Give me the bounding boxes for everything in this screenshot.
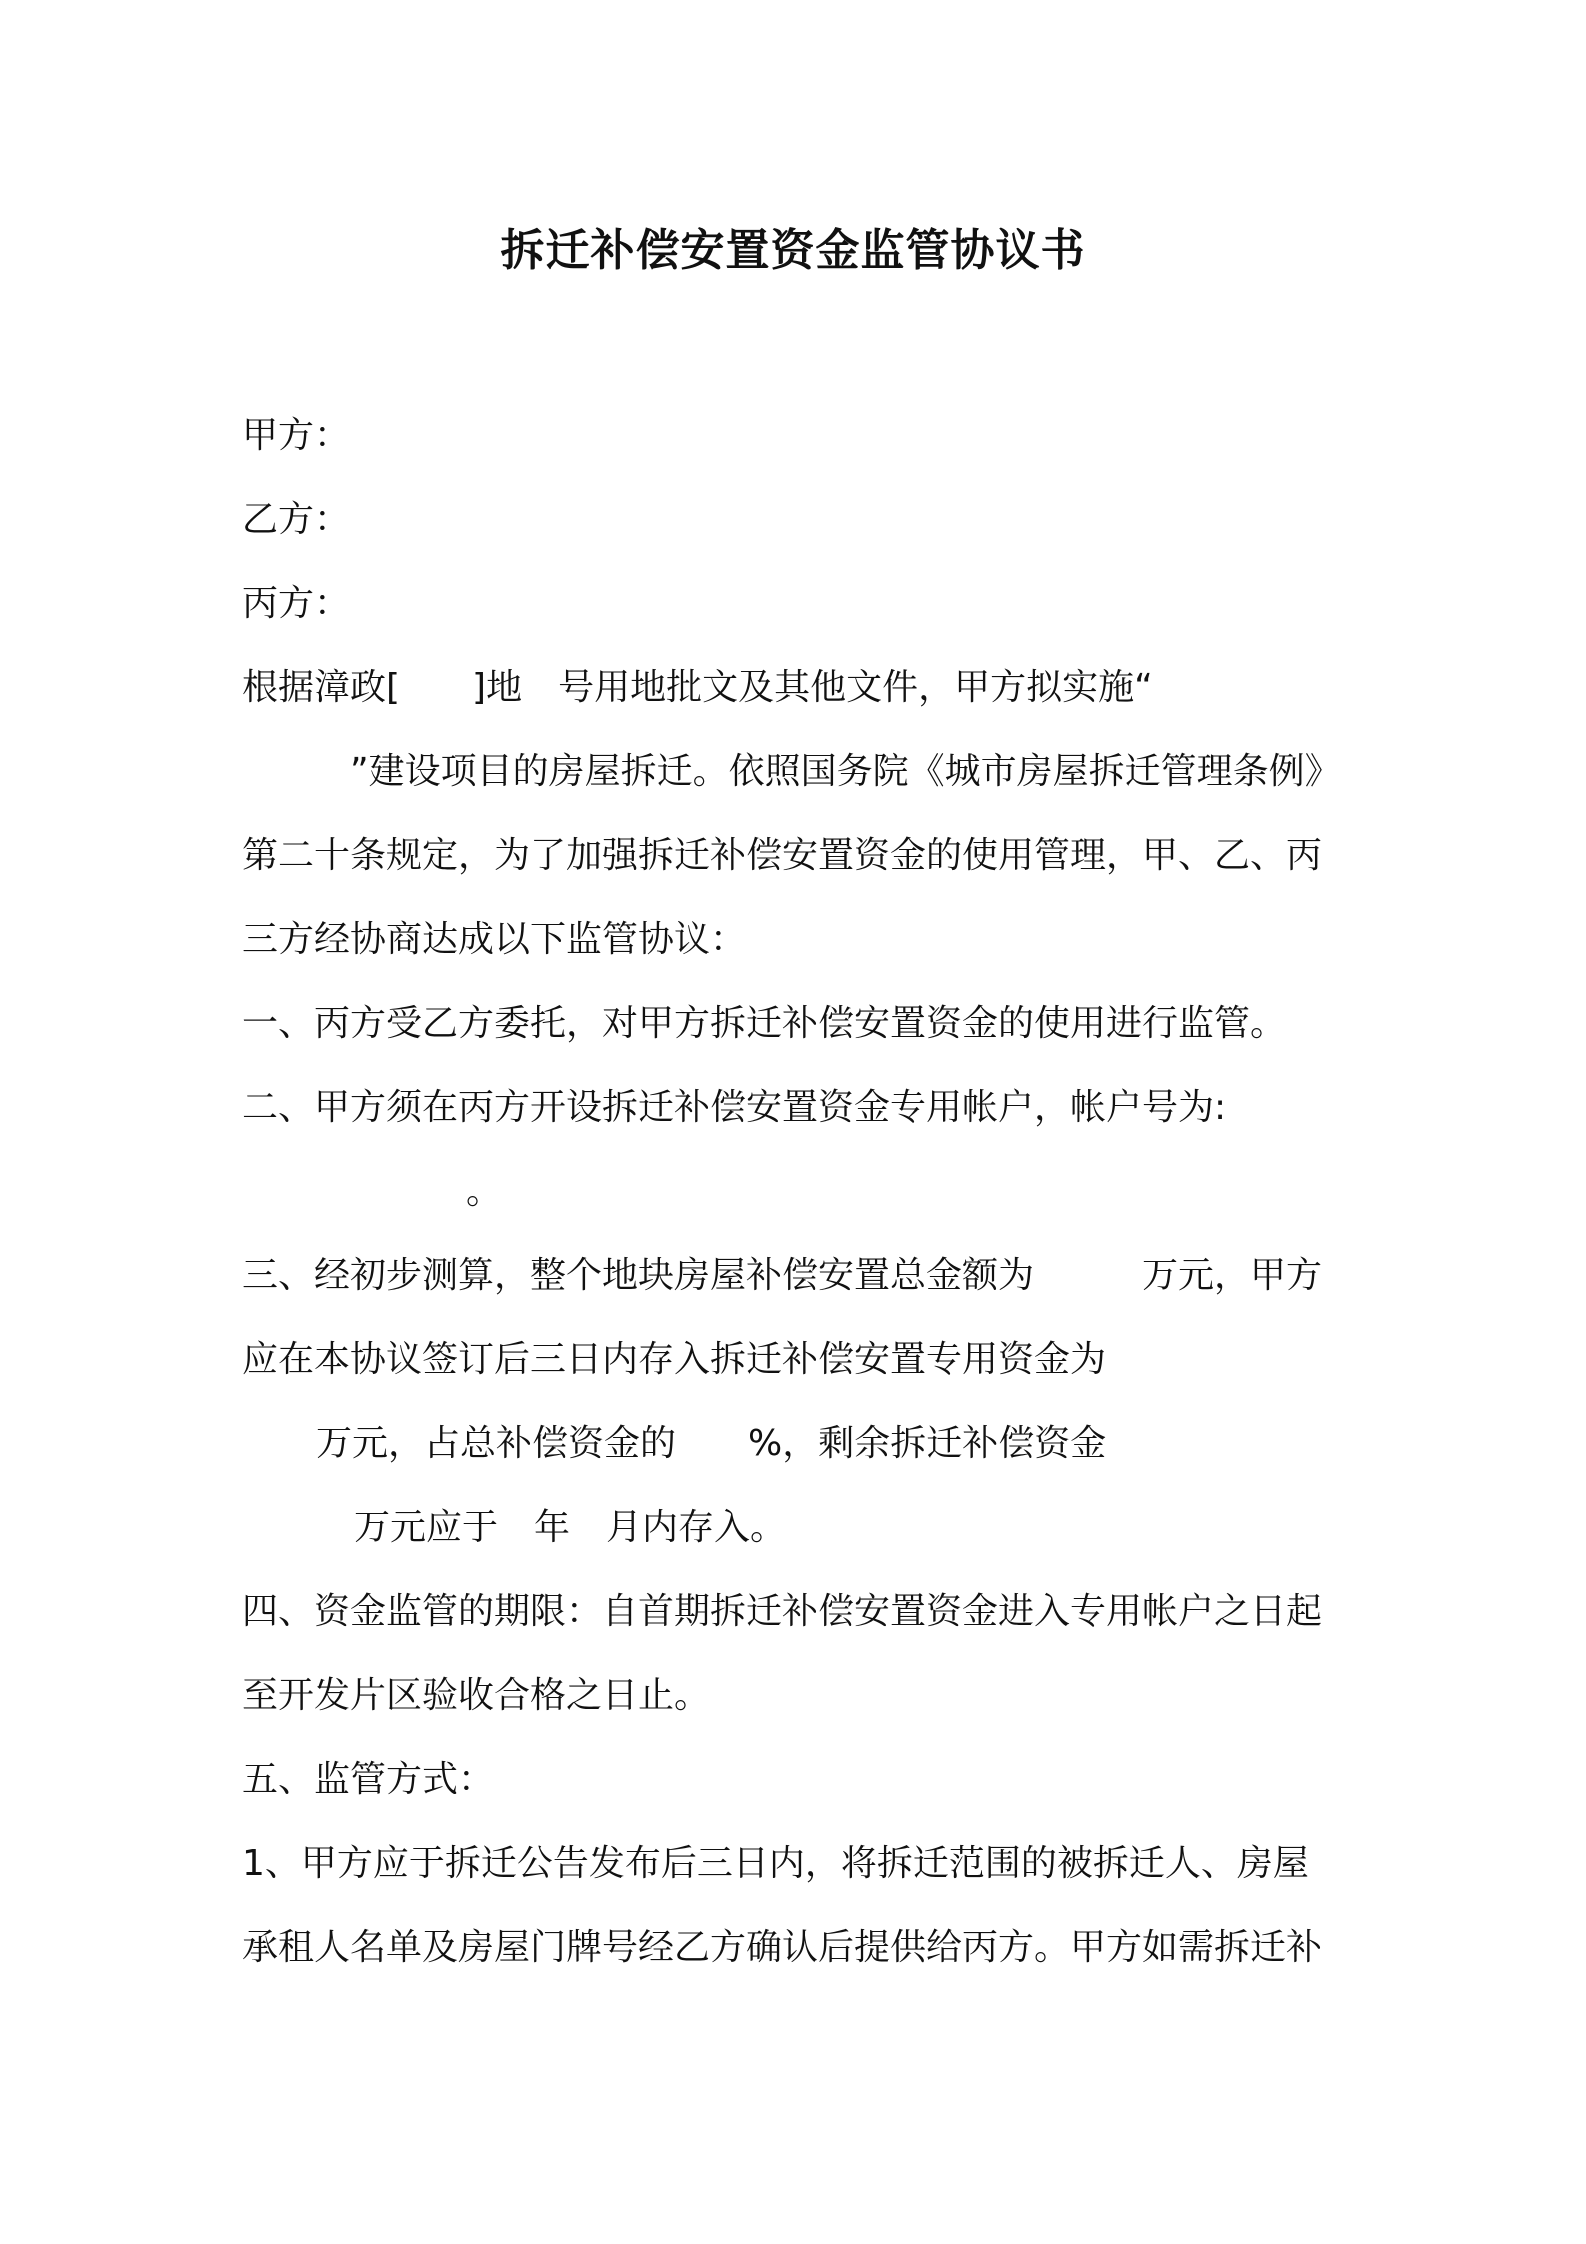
clause-5-1-line-1: 1、甲方应于拆迁公告发布后三日内，将拆迁范围的被拆迁人、房屋 — [242, 1843, 1309, 1884]
clause-2-line-2: 。 — [466, 1171, 503, 1212]
clause-3-line-2: 应在本协议签订后三日内存入拆迁补偿安置专用资金为 — [242, 1339, 1107, 1380]
preamble-line-3: 第二十条规定，为了加强拆迁补偿安置资金的使用管理，甲、乙、丙 — [242, 835, 1323, 876]
clause-3-line-3: 万元，占总补偿资金的 %，剩余拆迁补偿资金 — [316, 1423, 1107, 1464]
preamble-line-2: ”建设项目的房屋拆迁。依照国务院《城市房屋拆迁管理条例》 — [350, 751, 1341, 792]
party-c-label: 丙方： — [242, 583, 351, 624]
clause-5-heading: 五、监管方式： — [242, 1759, 495, 1800]
party-b-label: 乙方： — [242, 499, 351, 540]
party-a-label: 甲方： — [242, 415, 351, 456]
document-title: 拆迁补偿安置资金监管协议书 — [500, 225, 1086, 276]
clause-4-line-2: 至开发片区验收合格之日止。 — [242, 1675, 711, 1716]
clause-2-line-1: 二、甲方须在丙方开设拆迁补偿安置资金专用帐户，帐户号为: — [242, 1087, 1227, 1128]
preamble-line-1: 根据漳政[ ]地 号用地批文及其他文件，甲方拟实施“ — [242, 667, 1153, 708]
clause-1: 一、丙方受乙方委托，对甲方拆迁补偿安置资金的使用进行监管。 — [242, 1003, 1287, 1044]
clause-3-line-1: 三、经初步测算，整个地块房屋补偿安置总金额为 万元，甲方 — [242, 1255, 1323, 1296]
clause-4-line-1: 四、资金监管的期限：自首期拆迁补偿安置资金进入专用帐户之日起 — [242, 1591, 1323, 1632]
clause-3-line-4: 万元应于 年 月内存入。 — [354, 1507, 787, 1548]
preamble-line-4: 三方经协商达成以下监管协议： — [242, 919, 747, 960]
clause-5-1-line-2: 承租人名单及房屋门牌号经乙方确认后提供给丙方。甲方如需拆迁补 — [242, 1927, 1323, 1968]
